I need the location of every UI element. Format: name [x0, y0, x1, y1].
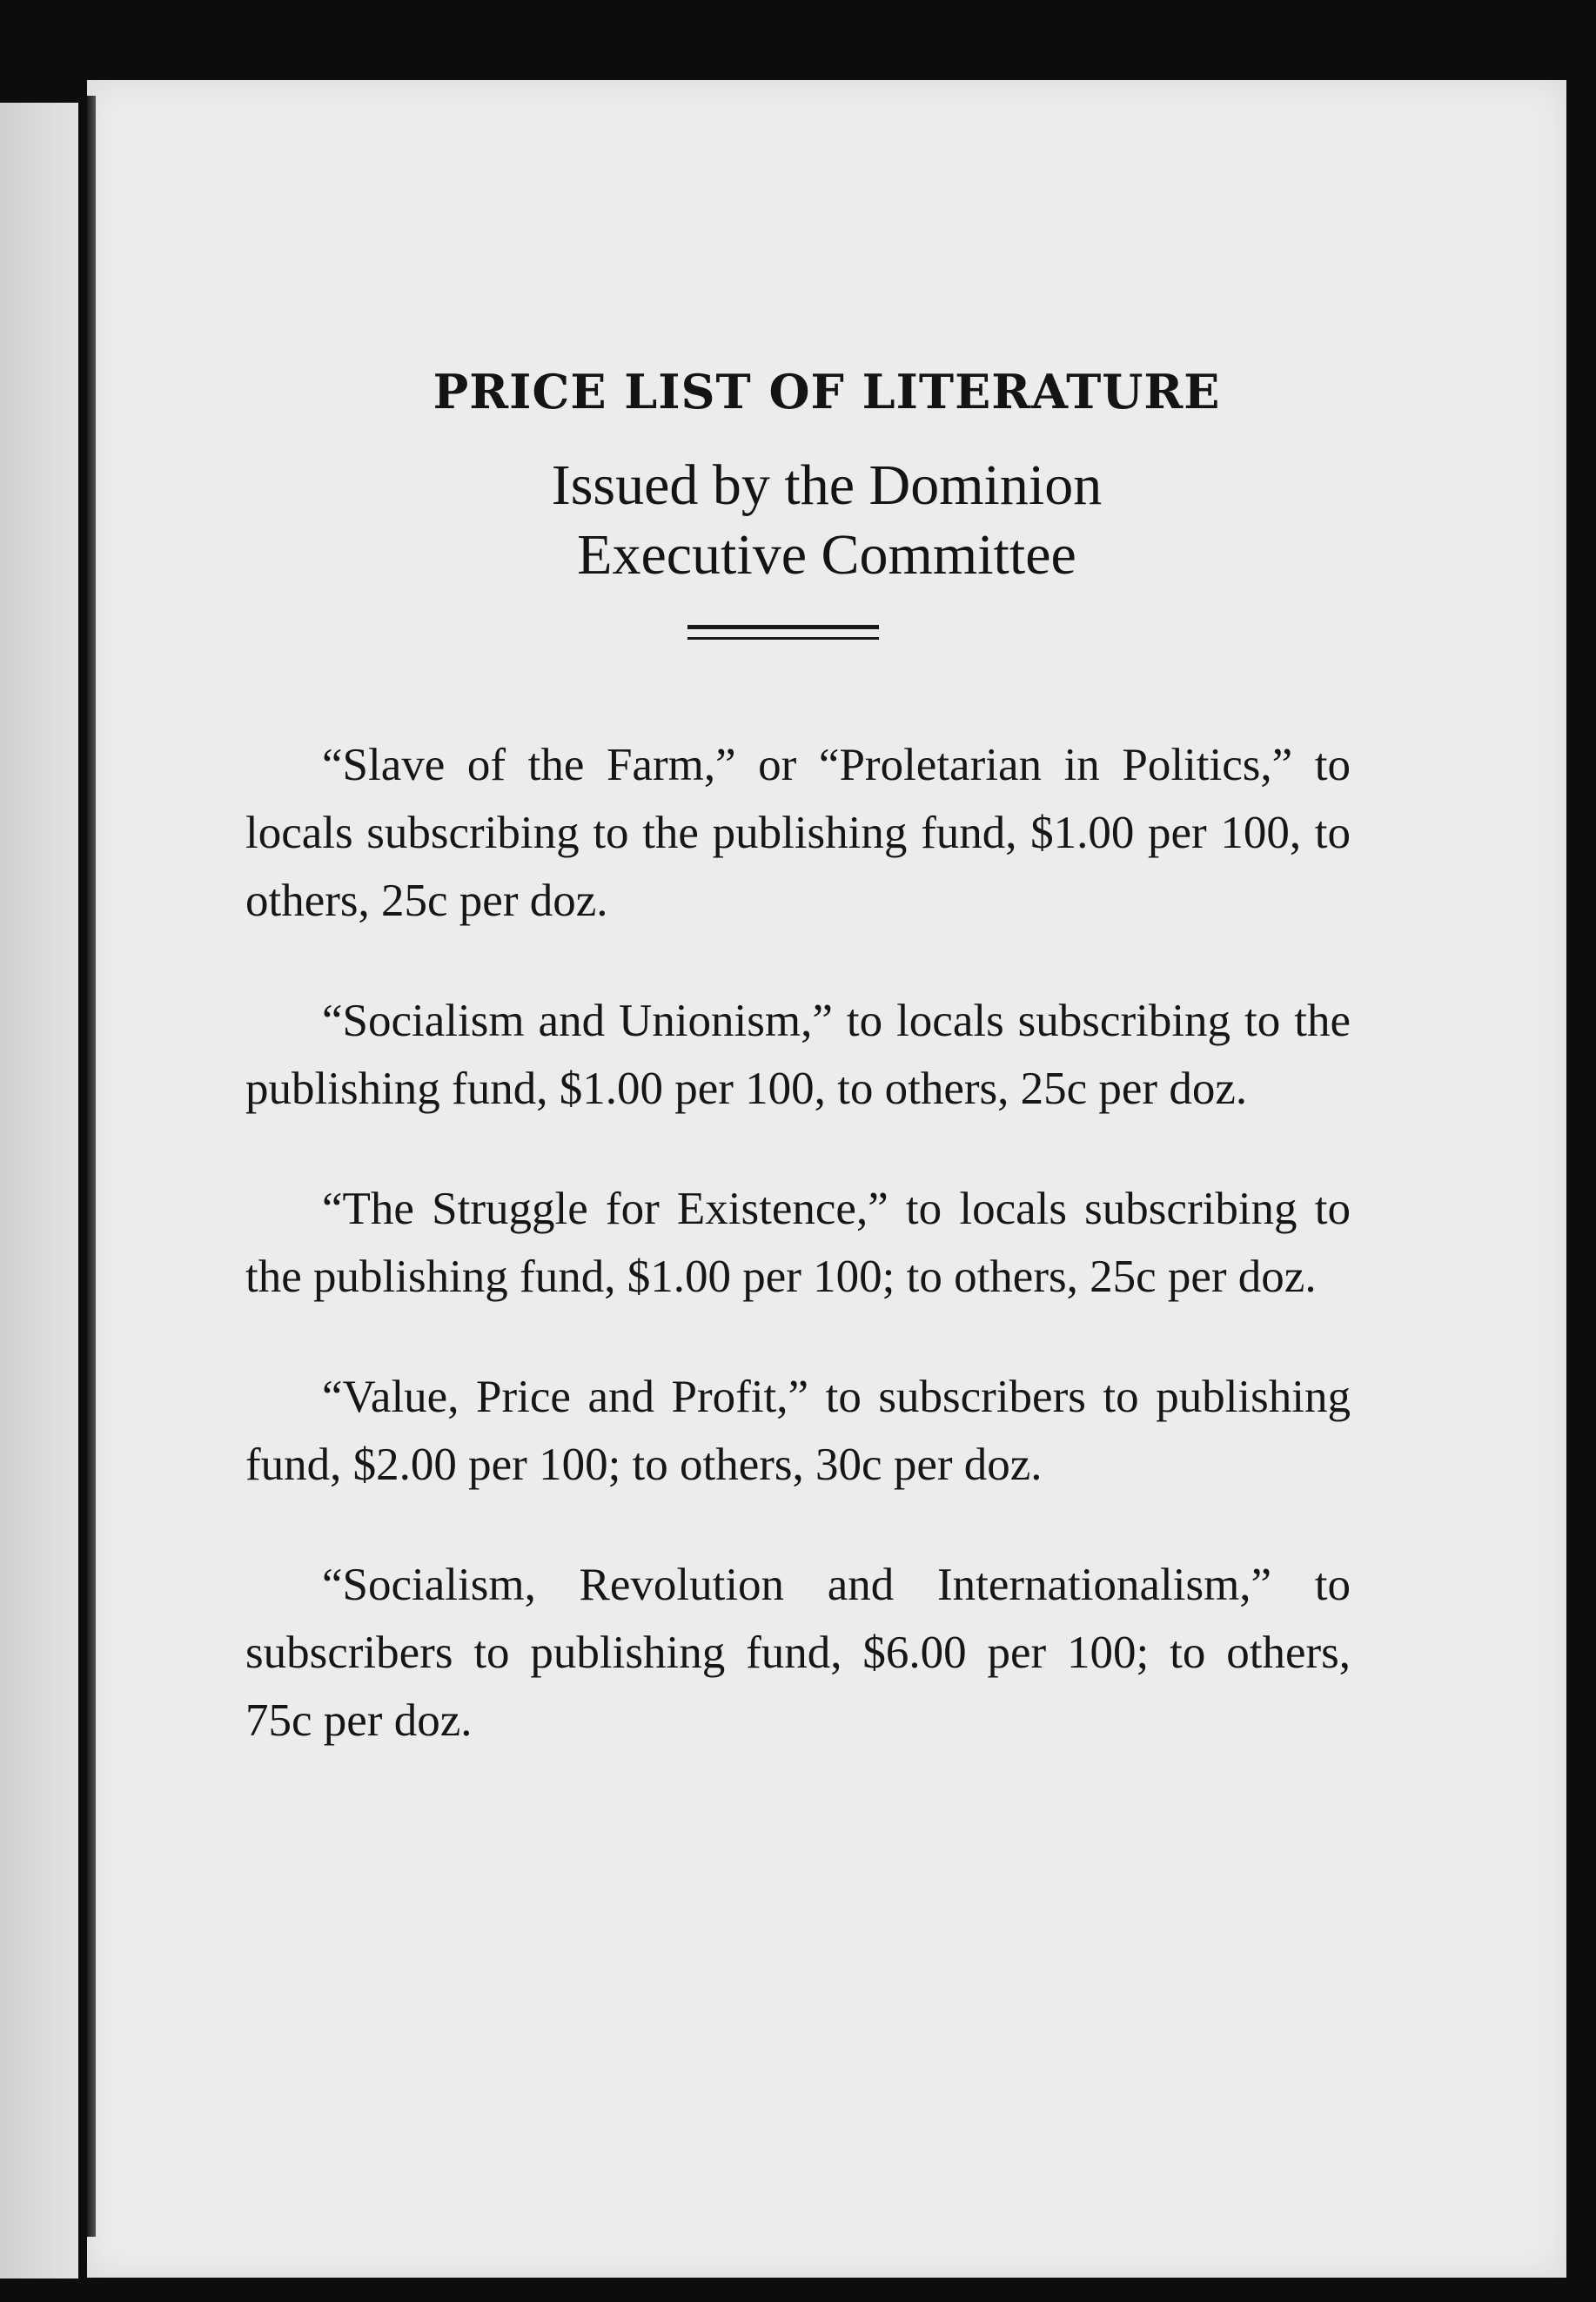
price-list: [245, 731, 1351, 1807]
page-title: PRICE LIST OF LITERATURE: [433, 364, 1221, 419]
previous-page-edge: [0, 103, 78, 2279]
price-list-item: “Slave of the Farm,” or “Proletarian in Politics,” to locals subscribing to the publishing fund, $1.00 per 100, to others, 25c per doz.: [245, 740, 1351, 926]
price-list-item: “Value, Price and Profit,” to subscribers to publishing fund, $2.00 per 100; to others, 30c per doz.: [245, 1372, 1351, 1490]
divider-rule-bottom: [687, 637, 879, 640]
price-list-item: “Socialism, Revolution and Internationalism,” to subscribers to publishing fund, $6.00 per 100; to others, 75c per doz.: [245, 1560, 1351, 1746]
subtitle-line-2: Executive Committee: [577, 523, 1076, 587]
price-list-item: “The Struggle for Existence,” to locals subscribing to the publishing fund, $1.00 per 100; to others, 25c per doz.: [245, 1184, 1351, 1302]
divider-rule-top: [687, 625, 879, 629]
subtitle-line-1: Issued by the Dominion: [551, 453, 1103, 517]
page-subtitle: [87, 451, 1566, 590]
price-list-item: “Socialism and Unionism,” to locals subscribing to the publishing fund, $1.00 per 100, to others, 25c per doz.: [245, 996, 1351, 1114]
